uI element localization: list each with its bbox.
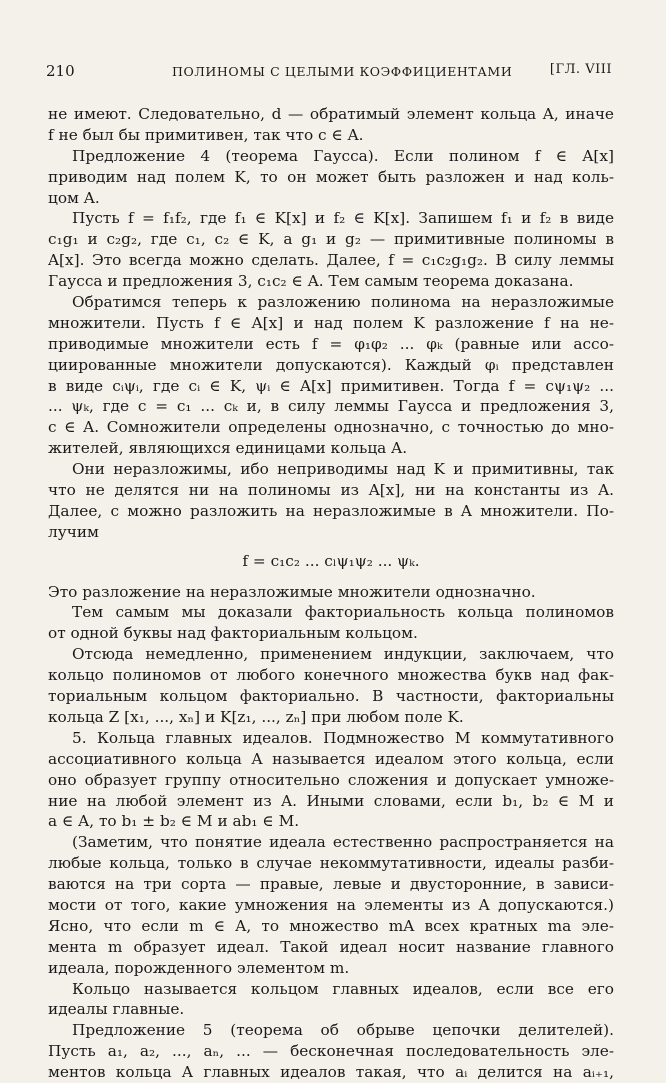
proposition-4-heading: Предложение 4 (теорема Гаусса). Если полином f ∈ A[x] (72, 146, 614, 165)
text-line: кольца Z [x₁, ..., xₙ] и K[z₁, ..., zₙ] при любом поле K. (48, 707, 464, 726)
text-line: идеалы главные. (48, 1000, 185, 1019)
section-5-heading: 5. Кольца главных идеалов. Подмножество M коммутативного (72, 728, 614, 747)
text-line: f не был бы примитивен, так что c ∈ A. (48, 125, 364, 144)
text-line: Пусть a₁, a₂, ..., aₙ, ... — бесконечная последовательность эле- (48, 1042, 614, 1061)
running-title: ПОЛИНОМЫ С ЦЕЛЫМИ КОЭФФИЦИЕНТАМИ (172, 64, 513, 79)
chapter-label: [ГЛ. VIII (549, 62, 612, 77)
text-line: оно образует группу относительно сложения и допускает умноже- (48, 770, 614, 789)
text-line: ассоциативного кольца A называется идеалом этого кольца, если (48, 749, 614, 768)
text-line: Гаусса и предложения 3, c₁c₂ ∈ A. Тем самым теорема доказана. (48, 272, 574, 291)
text-line: Это разложение на неразложимые множители однозначно. (48, 582, 536, 601)
running-header (46, 62, 612, 84)
text-line: ние на любой элемент из A. Иными словами, если b₁, b₂ ∈ M и (48, 791, 614, 810)
text-line: мости от того, какие умножения на элементы из A допускаются.) (48, 895, 614, 914)
text-line: Они неразложимы, ибо неприводимы над K и примитивны, так (72, 460, 614, 479)
text-line: что не делятся ни на полиномы из A[x], ни на константы из A. (48, 481, 614, 500)
text-line: Кольцо называется кольцом главных идеалов, если все его (72, 979, 614, 998)
text-line: ваются на три сорта — правые, левые и двусторонние, в зависи- (48, 875, 614, 894)
text-line: Пусть f = f₁f₂, где f₁ ∈ K[x] и f₂ ∈ K[x]. Запишем f₁ и f₂ в виде (72, 209, 614, 228)
text-line: (Заметим, что понятие идеала естественно распространяется на (72, 833, 614, 852)
text-line: жителей, являющихся единицами кольца A. (48, 439, 408, 458)
text-line: Обратимся теперь к разложению полинома на неразложимые (72, 293, 614, 312)
text-line: мента m образует идеал. Такой идеал носит название главного (48, 937, 614, 956)
text-line: множители. Пусть f ∈ A[x] и над полем K разложение f на не- (48, 313, 614, 332)
text-line: от одной буквы над факториальным кольцом. (48, 624, 418, 643)
text-line: приводимые множители есть f = φ₁φ₂ ... φₖ (равные или ассо- (48, 334, 614, 353)
page-body (48, 104, 614, 1083)
text-line: идеала, порожденного элементом m. (48, 958, 350, 977)
text-line: циированные множители допускаются). Каждый φᵢ представлен (48, 355, 614, 374)
text-line: в виде cᵢψᵢ, где cᵢ ∈ K, ψᵢ ∈ A[x] примитивен. Тогда f = cψ₁ψ₂ ... (48, 376, 614, 395)
text-line: c₁g₁ и c₂g₂, где c₁, c₂ ∈ K, а g₁ и g₂ — примитивные полиномы в (48, 230, 614, 249)
text-line: приводим над полем K, то он может быть разложен и над коль- (48, 167, 614, 186)
proposition-5-heading: Предложение 5 (теорема об обрыве цепочки делителей). (72, 1021, 614, 1040)
text-line: ториальным кольцом факториально. В частности, факториальны (48, 687, 614, 706)
text-line: Ясно, что если m ∈ A, то множество mA всех кратных ma эле- (48, 916, 614, 935)
display-formula: f = c₁c₂ ... cₗψ₁ψ₂ ... ψₖ. (242, 551, 420, 570)
page-number: 210 (46, 62, 75, 80)
text-line: любые кольца, только в случае некоммутативности, идеалы разби- (48, 854, 614, 873)
text-line: c ∈ A. Сомножители определены однозначно, с точностью до мно- (48, 418, 614, 437)
text-line: цом A. (48, 188, 100, 207)
text-line: a ∈ A, то b₁ ± b₂ ∈ M и ab₁ ∈ M. (48, 812, 300, 831)
text-line: ментов кольца A главных идеалов такая, что aᵢ делится на aᵢ₊₁, (48, 1063, 614, 1082)
text-line: Тем самым мы доказали факториальность кольца полиномов (72, 603, 614, 622)
text-line: лучим (48, 522, 99, 541)
text-line: A[x]. Это всегда можно сделать. Далее, f = c₁c₂g₁g₂. В силу леммы (48, 251, 614, 270)
text-line: ... ψₖ, где c = c₁ ... cₖ и, в силу леммы Гаусса и предложения 3, (48, 397, 614, 416)
text-line: не имеют. Следовательно, d — обратимый элемент кольца A, иначе (48, 105, 614, 123)
text-line: кольцо полиномов от любого конечного множества букв над фак- (48, 666, 614, 685)
text-line: Далее, c можно разложить на неразложимые в A множители. По- (48, 501, 614, 520)
text-line: Отсюда немедленно, применением индукции, заключаем, что (72, 645, 614, 664)
